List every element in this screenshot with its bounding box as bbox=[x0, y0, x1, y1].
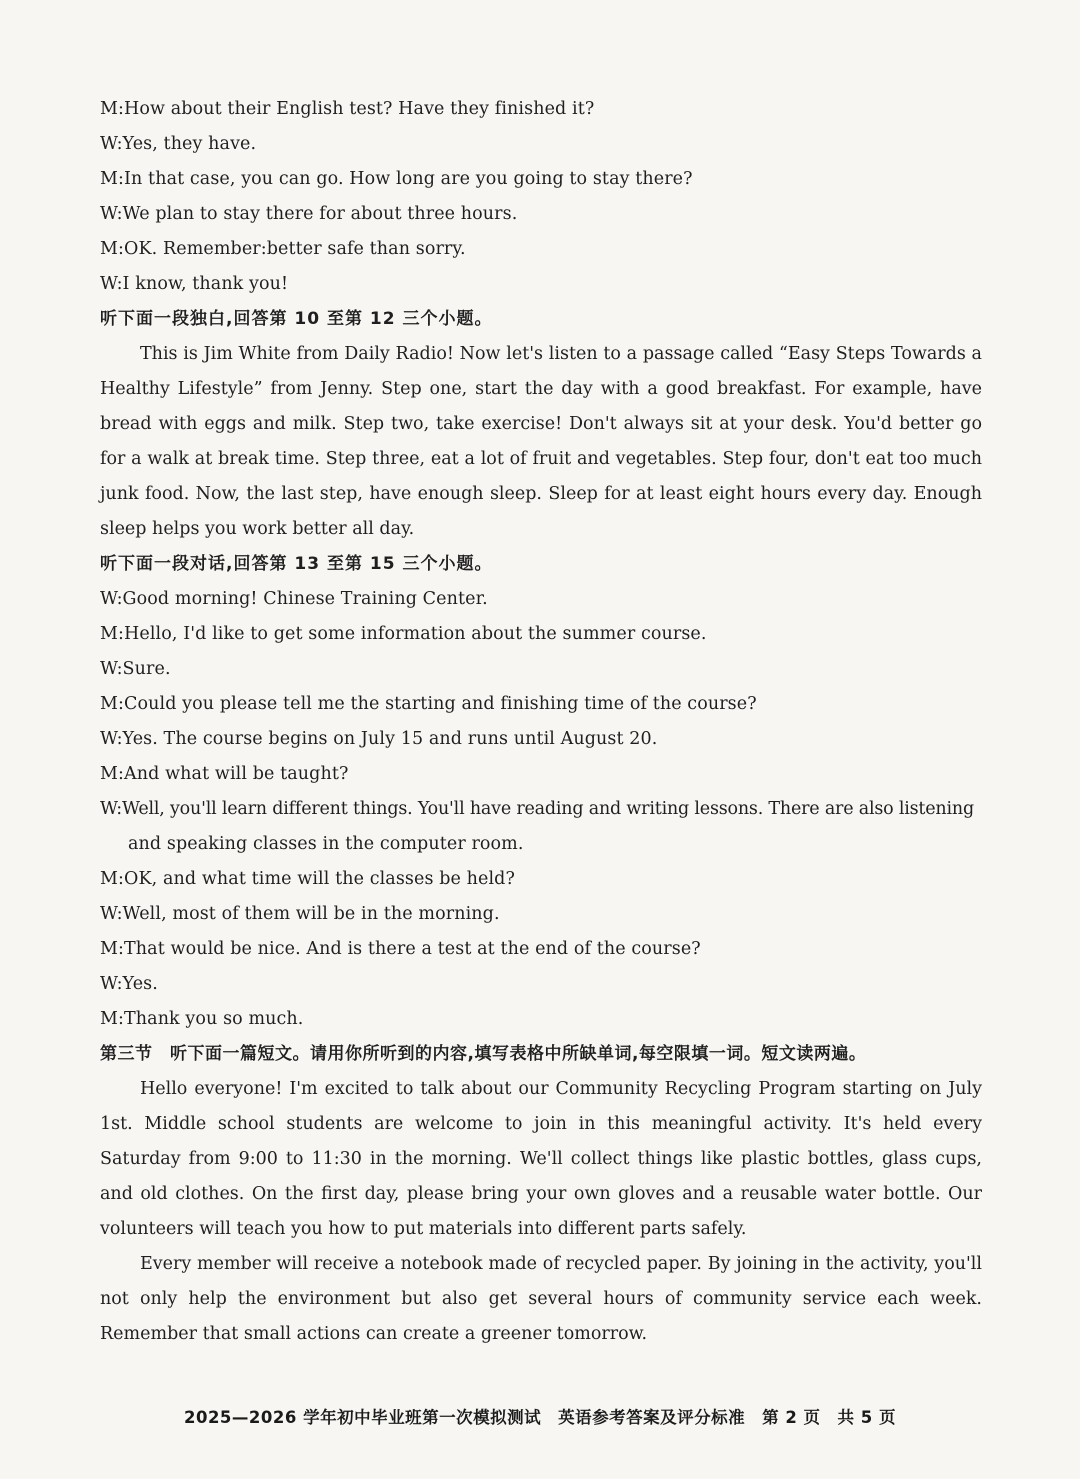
dialogue-line: M:Could you please tell me the starting and finishing time of the course? bbox=[100, 694, 757, 714]
dialogue-line: W:Well, you'll learn different things. You'll have reading and writing lessons. There are also listening bbox=[100, 799, 974, 819]
dialogue-1 bbox=[100, 92, 982, 302]
dialogue-line: W:Sure. bbox=[100, 659, 171, 679]
dialogue-line: W:Yes, they have. bbox=[100, 134, 257, 154]
dialogue-line: M:How about their English test? Have they finished it? bbox=[100, 99, 595, 119]
passage-paragraph-2: Every member will receive a notebook made of recycled paper. By joining in the activity, you'll not only help the environment but also get several hours of community service each week. Remember that small actions can create a greener tomorrow. bbox=[100, 1254, 982, 1344]
dialogue-line: W:Good morning! Chinese Training Center. bbox=[100, 589, 488, 609]
page-footer: 2025—2026 学年初中毕业班第一次模拟测试 英语参考答案及评分标准 第 2 页 共 5 页 bbox=[183, 1408, 897, 1427]
dialogue-2 bbox=[100, 582, 982, 1037]
dialogue-line-continued: and speaking classes in the computer room. bbox=[128, 834, 524, 854]
dialogue-line: M:Thank you so much. bbox=[100, 1009, 304, 1029]
dialogue-line: W:We plan to stay there for about three hours. bbox=[100, 204, 518, 224]
dialogue-line: W:Well, most of them will be in the morning. bbox=[100, 904, 500, 924]
dialogue-line: W:Yes. The course begins on July 15 and runs until August 20. bbox=[100, 729, 658, 749]
dialogue-line: W:Yes. bbox=[100, 974, 158, 994]
section-3-heading: 第三节 听下面一篇短文。请用你所听到的内容,填写表格中所缺单词,每空限填一词。短文读两遍。 bbox=[100, 1044, 867, 1064]
dialogue-line: M:That would be nice. And is there a test at the end of the course? bbox=[100, 939, 701, 959]
passage-paragraph-1: Hello everyone! I'm excited to talk about our Community Recycling Program starting on July 1st. Middle school students are welcome to join in this meaningful activity. It's held every Saturday from 9:00 to 11:30 in the morning. We'll collect things like plastic bottles, glass cups, and old clothes. On the first day, please bring your own gloves and a reusable water bottle. Our volunteers will teach you how to put materials into different parts safely. bbox=[100, 1079, 982, 1239]
monologue-text: This is Jim White from Daily Radio! Now let's listen to a passage called “Easy Steps Towards a Healthy Lifestyle” from Jenny. Step one, start the day with a good breakfast. For example, have bread with eggs and milk. Step two, take exercise! Don't always sit at your desk. You'd better go for a walk at break time. Step three, eat a lot of fruit and vegetables. Step four, don't eat too much junk food. Now, the last step, have enough sleep. Sleep for at least eight hours every day. Enough sleep helps you work better all day. bbox=[100, 344, 982, 539]
monologue-heading: 听下面一段独白,回答第 10 至第 12 三个小题。 bbox=[100, 309, 493, 329]
dialogue-2-heading: 听下面一段对话,回答第 13 至第 15 三个小题。 bbox=[100, 554, 493, 574]
dialogue-line: M:Hello, I'd like to get some information about the summer course. bbox=[100, 624, 707, 644]
dialogue-line: M:In that case, you can go. How long are you going to stay there? bbox=[100, 169, 693, 189]
answer-page bbox=[100, 92, 982, 1352]
dialogue-line: M:And what will be taught? bbox=[100, 764, 349, 784]
dialogue-line: W:I know, thank you! bbox=[100, 274, 289, 294]
dialogue-line: M:OK, and what time will the classes be held? bbox=[100, 869, 515, 889]
dialogue-line: M:OK. Remember:better safe than sorry. bbox=[100, 239, 466, 259]
